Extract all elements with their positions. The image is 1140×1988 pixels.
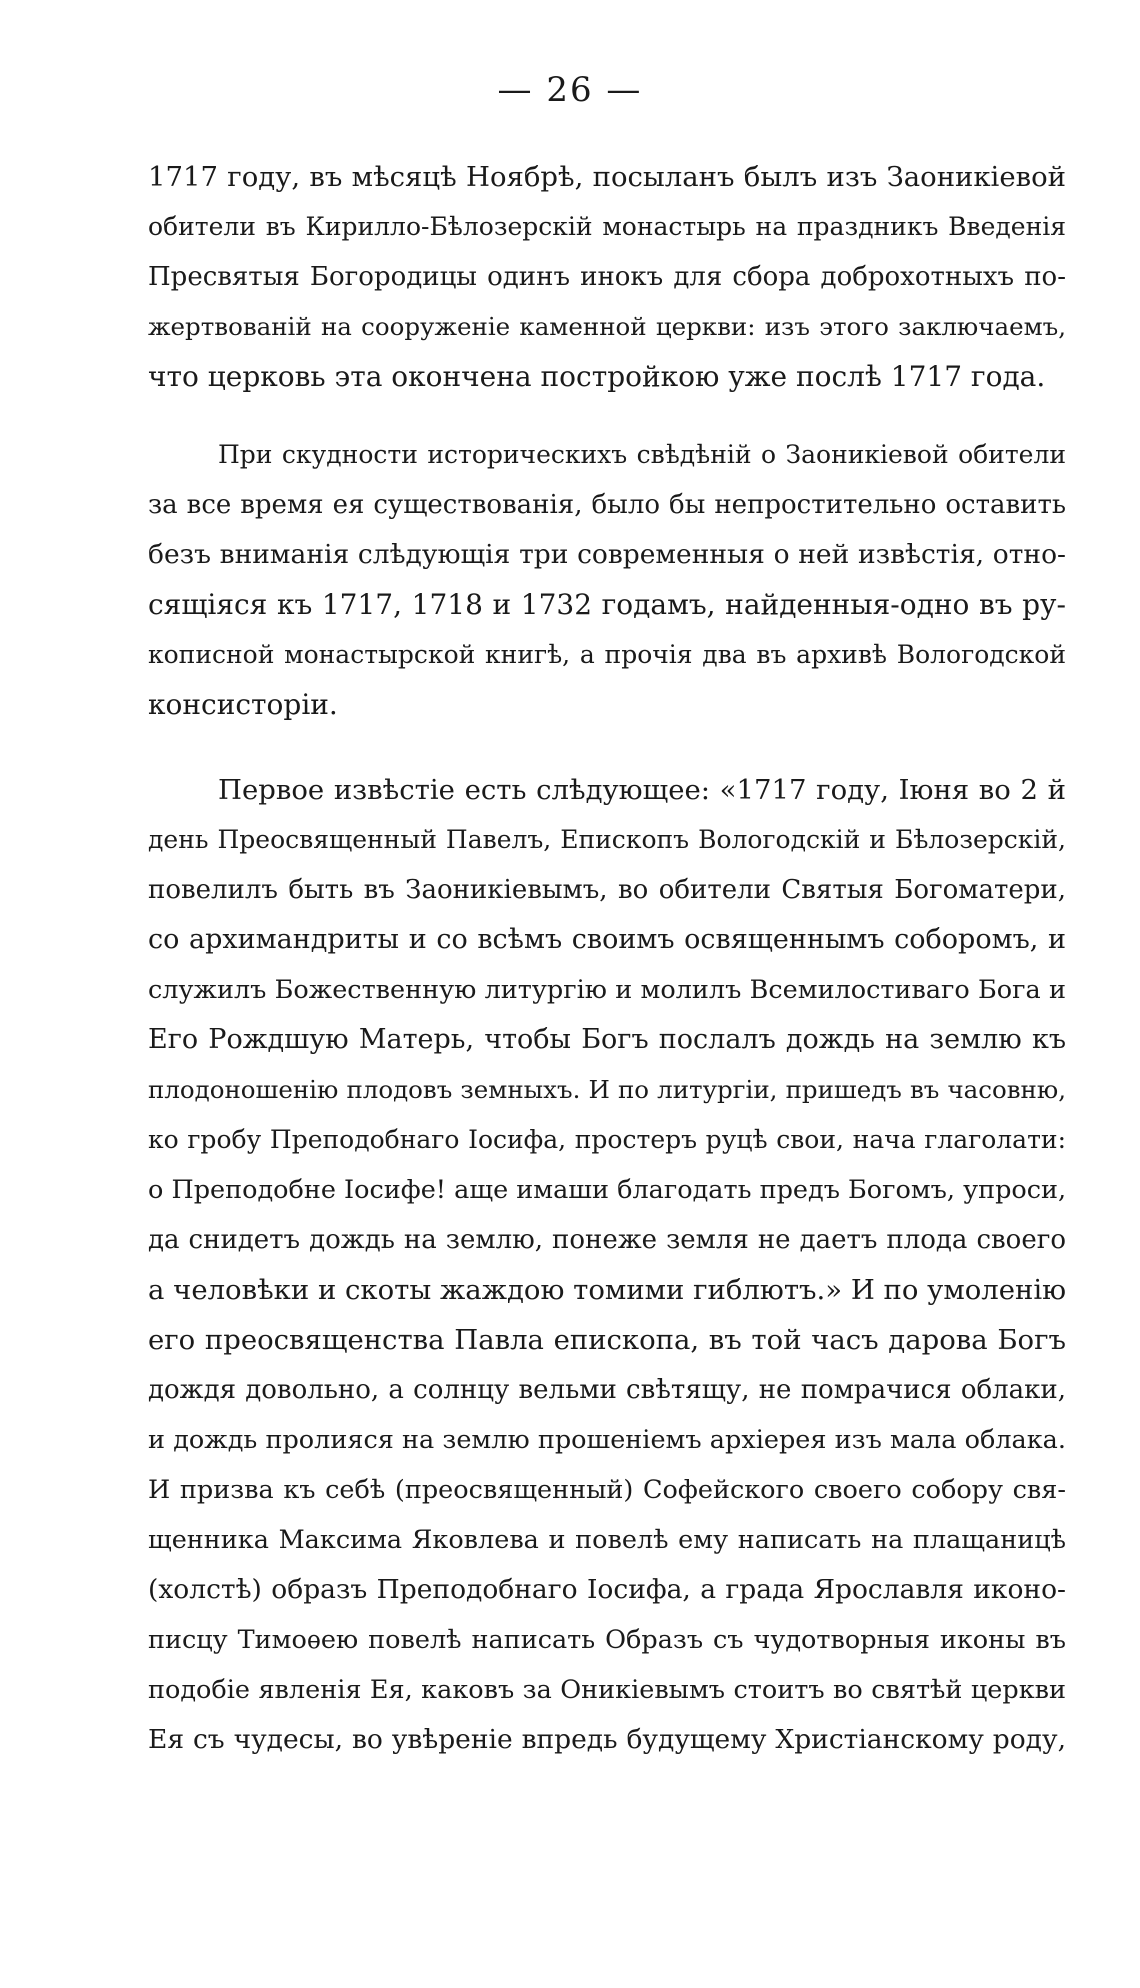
text-line: что церковь эта окончена постройкою уже послѣ 1717 года. bbox=[148, 360, 1046, 393]
text-line: со архимандриты и со всѣмъ своимъ освященнымъ соборомъ, и bbox=[148, 924, 1066, 955]
text-line: консисторіи. bbox=[148, 688, 338, 721]
text-line: день Преосвященный Павелъ, Епископъ Вологодскій и Бѣлозерскій, bbox=[148, 825, 1066, 854]
text-line: И призва къ себѣ (преосвященный) Софейского своего собору свя- bbox=[148, 1475, 1066, 1505]
text-line: безъ вниманія слѣдующія три современныя о ней извѣстія, отно- bbox=[148, 539, 1066, 570]
text-line: писцу Тимоѳею повелѣ написать Образъ съ чудотворныя иконы въ bbox=[148, 1625, 1066, 1655]
text-line: о Преподобне Іосифе! аще имаши благодать предъ Богомъ, упроси, bbox=[148, 1175, 1066, 1205]
text-line: плодоношенію плодовъ земныхъ. И по литургіи, пришедъ въ часовню, bbox=[148, 1075, 1066, 1104]
text-line: Первое извѣстіе есть слѣдующее: «1717 году, Іюня во 2 й bbox=[218, 774, 1066, 806]
text-line: жертвованій на сооруженіе каменной церкви: изъ этого заключаемъ, bbox=[148, 312, 1066, 341]
text-line: ко гробу Преподобнаго Іосифа, простеръ руцѣ свои, нача глаголати: bbox=[148, 1125, 1066, 1154]
text-line: щенника Максима Яковлева и повелѣ ему написать на плащаницѣ bbox=[148, 1525, 1066, 1555]
text-line: сящіяся къ 1717, 1718 и 1732 годамъ, найденныя-одно въ ру- bbox=[148, 588, 1066, 621]
text-line: и дождь пролияся на землю прошеніемъ архіерея изъ мала облака. bbox=[148, 1425, 1066, 1455]
text-line: Пресвятыя Богородицы одинъ инокъ для сбора доброхотныхъ по- bbox=[148, 262, 1066, 292]
text-line: При скудности историческихъ свѣдѣній о Заоникіевой обители bbox=[218, 440, 1066, 469]
text-line: за все время ея существованія, было бы непростительно оставить bbox=[148, 490, 1066, 520]
text-line: обители въ Кирилло-Бѣлозерскій монастырь на праздникъ Введенія bbox=[148, 212, 1066, 241]
text-line: Его Рождшую Матерь, чтобы Богъ послалъ дождь на землю къ bbox=[148, 1024, 1066, 1055]
text-line: да снидетъ дождь на землю, понеже земля не даетъ плода своего bbox=[148, 1225, 1066, 1255]
text-line: дождя довольно, а солнцу вельми свѣтящу, не помрачися облаки, bbox=[148, 1375, 1066, 1405]
text-line: Ея съ чудесы, во увѣреніе впредь будущему Христіанскому роду, bbox=[148, 1724, 1066, 1755]
text-line: подобіе явленія Ея, каковъ за Оникіевымъ стоитъ во святѣй церкви bbox=[148, 1675, 1066, 1705]
page-number: — 26 — bbox=[497, 70, 643, 110]
text-line: кописной монастырской книгѣ, а прочія два въ архивѣ Вологодской bbox=[148, 640, 1066, 669]
text-line: его преосвященства Павла епископа, въ той часъ дарова Богъ bbox=[148, 1324, 1066, 1356]
text-line: служилъ Божественную литургію и молилъ Всемилостиваго Бога и bbox=[148, 975, 1066, 1005]
text-line: (холстѣ) образъ Преподобнаго Іосифа, а града Ярославля иконо- bbox=[148, 1574, 1066, 1605]
text-line: 1717 году, въ мѣсяцѣ Ноябрѣ, посыланъ былъ изъ Заоникіевой bbox=[148, 161, 1066, 193]
text-line: повелилъ быть въ Заоникіевымъ, во обители Святыя Богоматери, bbox=[148, 875, 1066, 905]
text-line: а человѣки и скоты жаждою томими гиблютъ.» И по умоленію bbox=[148, 1274, 1066, 1306]
